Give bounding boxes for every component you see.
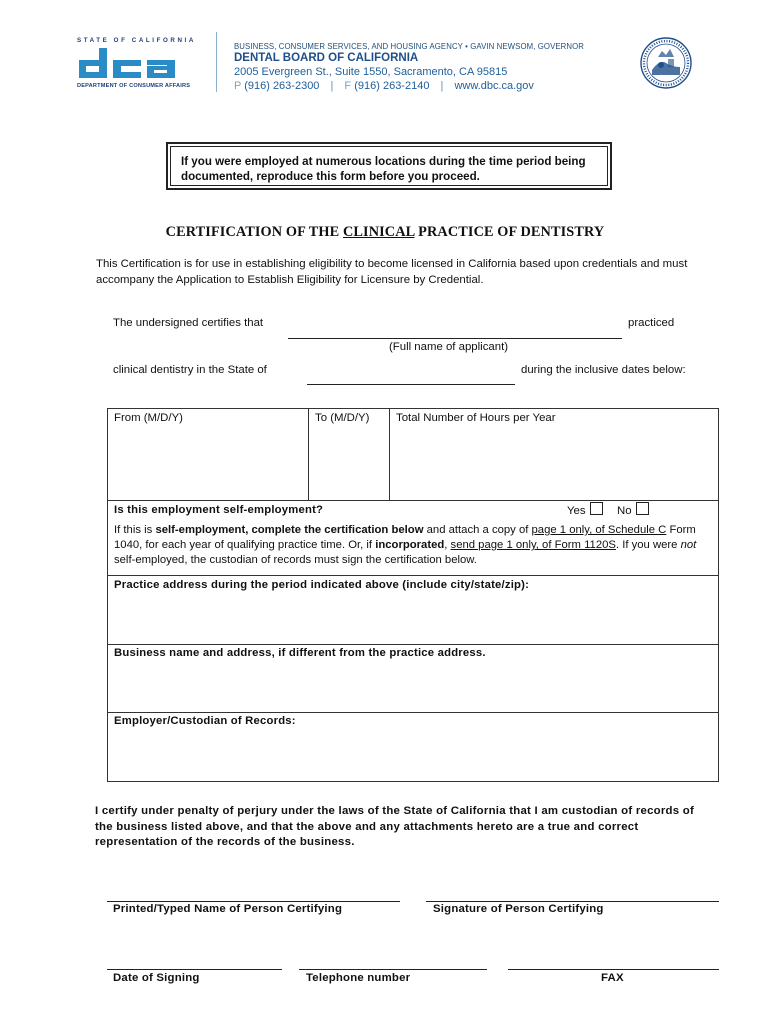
para-underlined: page 1 only, of Schedule C — [531, 524, 667, 536]
practiced-label: practiced — [628, 317, 675, 329]
applicant-name-field[interactable] — [288, 338, 622, 339]
practice-address-field[interactable] — [108, 595, 718, 644]
printed-name-label: Printed/Typed Name of Person Certifying — [113, 903, 343, 915]
logo-state-text: STATE OF CALIFORNIA — [77, 37, 196, 44]
contact-line — [234, 80, 534, 92]
para-text: If this is — [114, 524, 156, 536]
title-underlined: CLINICAL — [342, 224, 415, 240]
logo-department-text: DEPARTMENT OF CONSUMER AFFAIRS — [77, 83, 191, 89]
row-divider — [108, 712, 718, 713]
fax-label: FAX — [601, 972, 624, 984]
phone-number: (916) 263-2300 — [244, 80, 320, 92]
practice-address-label: Practice address during the period indicated above (include city/state/zip): — [114, 579, 530, 591]
hours-field[interactable] — [390, 427, 718, 500]
dates-trail: during the inclusive dates below: — [521, 364, 686, 376]
para-italic: not — [680, 539, 697, 551]
to-date-header: To (M/D/Y) — [315, 412, 370, 424]
notice-box — [166, 142, 612, 190]
contact-separator: | — [440, 80, 444, 92]
para-bold: incorporated — [375, 539, 445, 551]
to-date-field[interactable] — [309, 427, 389, 500]
employer-field[interactable] — [108, 731, 718, 781]
form-title — [0, 224, 770, 241]
website-link[interactable]: www.dbc.ca.gov — [454, 80, 534, 92]
state-lead: clinical dentistry in the State of — [113, 364, 267, 376]
title-part: PRACTICE OF DENTISTRY — [414, 224, 605, 240]
from-date-field[interactable] — [108, 427, 308, 500]
para-text: self-employed, the custodian of records must sign the certification below. — [114, 554, 477, 566]
telephone-field[interactable] — [299, 969, 487, 970]
para-text: , — [444, 539, 451, 551]
para-text: Form 1040, for each year of qualifying practice time. Or, if — [114, 524, 696, 551]
board-address: 2005 Evergreen St., Suite 1550, Sacramento, CA 95815 — [234, 66, 508, 78]
date-field[interactable] — [107, 969, 282, 970]
phone-prefix: P — [234, 80, 242, 92]
printed-name-field[interactable] — [107, 901, 400, 902]
business-address-label: Business name and address, if different from the practice address. — [114, 647, 486, 659]
para-underlined: send page 1 only, of Form 1120S — [450, 539, 616, 551]
perjury-certification: I certify under penalty of perjury under the laws of the State of California that I am custodian of records of the business listed above, and that the above and any attachments hereto are a true and correct representation of the records of the business. — [95, 805, 695, 848]
dca-logo-mark — [77, 46, 205, 80]
notice-text: If you were employed at numerous locations during the time period being documented, reproduce this form before you proceed. — [170, 146, 608, 186]
row-divider — [108, 500, 718, 501]
title-part: CERTIFICATION OF THE — [165, 224, 343, 240]
business-address-field[interactable] — [108, 663, 718, 712]
no-option[interactable] — [617, 502, 649, 517]
self-employment-question: Is this employment self-employment? — [114, 504, 324, 516]
employment-table — [107, 408, 719, 782]
yes-label: Yes — [567, 505, 586, 517]
board-name: DENTAL BOARD OF CALIFORNIA — [234, 52, 419, 64]
para-bold: self-employment, complete the certification below — [155, 524, 424, 536]
row-divider — [108, 644, 718, 645]
no-label: No — [617, 505, 632, 517]
yes-checkbox[interactable] — [590, 502, 603, 515]
state-field[interactable] — [307, 384, 515, 385]
state-seal-icon — [640, 37, 692, 89]
certifies-lead: The undersigned certifies that — [113, 317, 264, 329]
para-text: and attach a copy of — [423, 524, 532, 536]
no-checkbox[interactable] — [636, 502, 649, 515]
agency-line: BUSINESS, CONSUMER SERVICES, AND HOUSING AGENCY • GAVIN NEWSOM, GOVERNOR — [234, 42, 585, 51]
contact-separator: | — [330, 80, 334, 92]
from-date-header: From (M/D/Y) — [114, 412, 183, 424]
fax-number: (916) 263-2140 — [354, 80, 430, 92]
self-employment-instructions — [114, 523, 714, 568]
signature-label: Signature of Person Certifying — [433, 903, 604, 915]
date-label: Date of Signing — [113, 972, 200, 984]
employer-label: Employer/Custodian of Records: — [114, 715, 296, 727]
signature-field[interactable] — [426, 901, 719, 902]
fax-field[interactable] — [508, 969, 719, 970]
header-divider — [216, 32, 217, 92]
intro-paragraph: This Certification is for use in establishing eligibility to become licensed in California based upon credentials and must accompany the Application to Establish Eligibility for Licensure by Credential. — [96, 258, 688, 286]
row-divider — [108, 575, 718, 576]
hours-header: Total Number of Hours per Year — [396, 412, 556, 424]
fax-prefix: F — [344, 80, 352, 92]
dca-logo — [77, 37, 207, 91]
telephone-label: Telephone number — [306, 972, 411, 984]
applicant-name-caption: (Full name of applicant) — [389, 341, 509, 353]
yes-option[interactable] — [567, 502, 603, 517]
para-text: . If you were — [615, 539, 681, 551]
